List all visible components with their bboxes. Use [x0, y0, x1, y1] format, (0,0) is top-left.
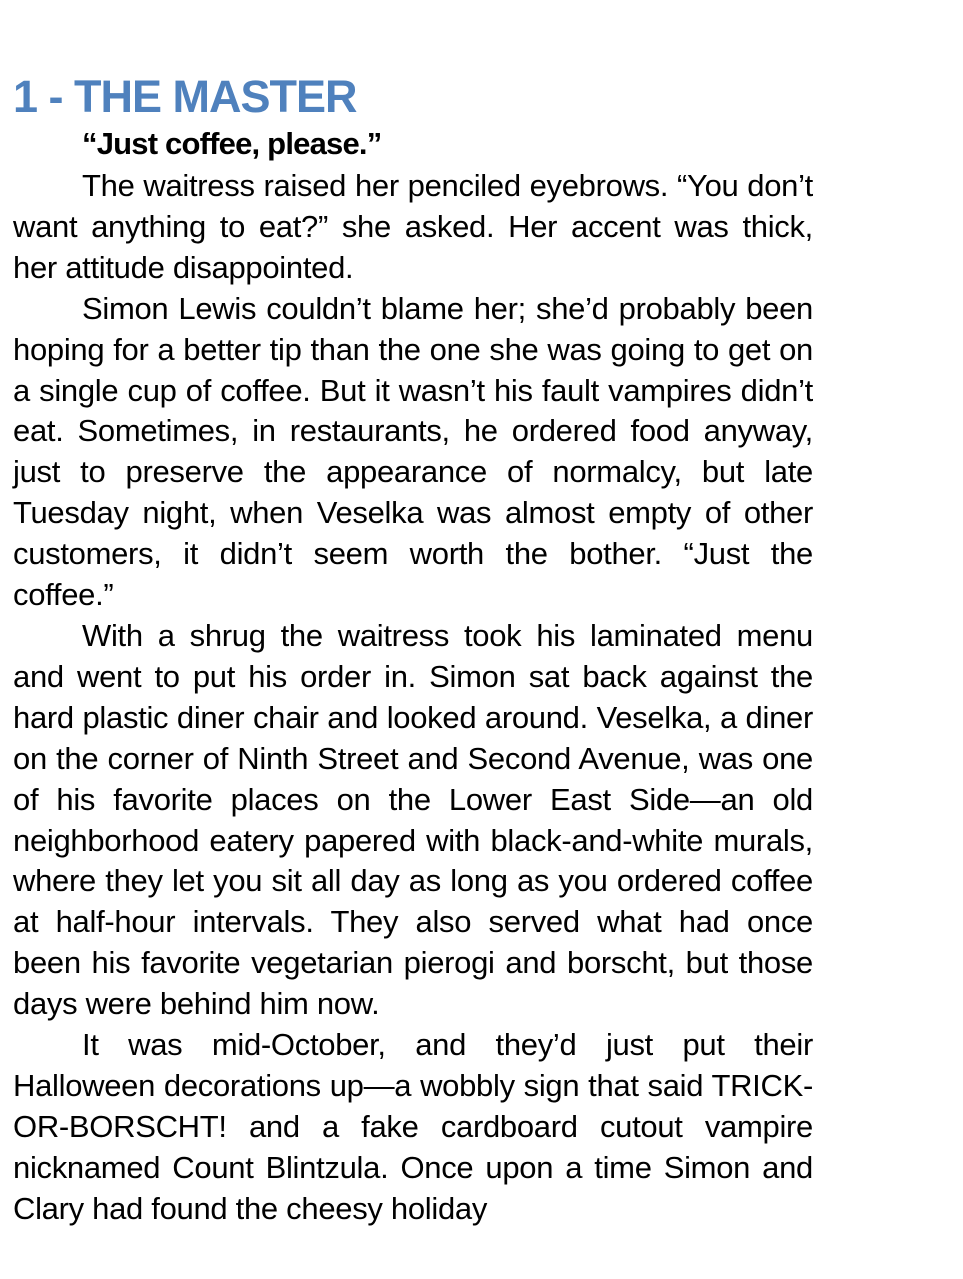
- paragraph: It was mid-October, and they’d just put their Halloween decorations up—a wobbly sign that said TRICK-OR-BORSCHT! and a fake cardboard cutout vampire nicknamed Count Blintzula. Once upon a time Simon and Clary had found the cheesy holiday: [13, 1027, 813, 1226]
- chapter-title: 1 - THE MASTER: [13, 71, 357, 122]
- paragraph: With a shrug the waitress took his laminated menu and went to put his order in. Simon sat back against the hard plastic diner chair and looked around. Veselka, a diner on the corner of Ninth Street and Second Avenue, was one of his favorite places on the Lower East Side—an old neighborhood eatery papered with black-and-white murals, where they let you sit all day as long as you ordered coffee at half-hour intervals. They also served what had once been his favorite vegetarian pierogi and borscht, but those days were behind him now.: [13, 617, 813, 1022]
- paragraph: The waitress raised her penciled eyebrows. “You don’t want anything to eat?” she asked. Her accent was thick, her attitude disappointed.: [13, 168, 813, 285]
- paragraph-dialogue: “Just coffee, please.”: [82, 126, 382, 161]
- book-page: [13, 72, 813, 1230]
- paragraph: Simon Lewis couldn’t blame her; she’d probably been hoping for a better tip than the one she was going to get on a single cup of coffee. But it wasn’t his fault vampires didn’t eat. Sometimes, in restaurants, he ordered food anyway, just to preserve the appearance of normalcy, but late Tuesday night, when Veselka was almost empty of other customers, it didn’t seem worth the bother. “Just the coffee.”: [13, 290, 813, 613]
